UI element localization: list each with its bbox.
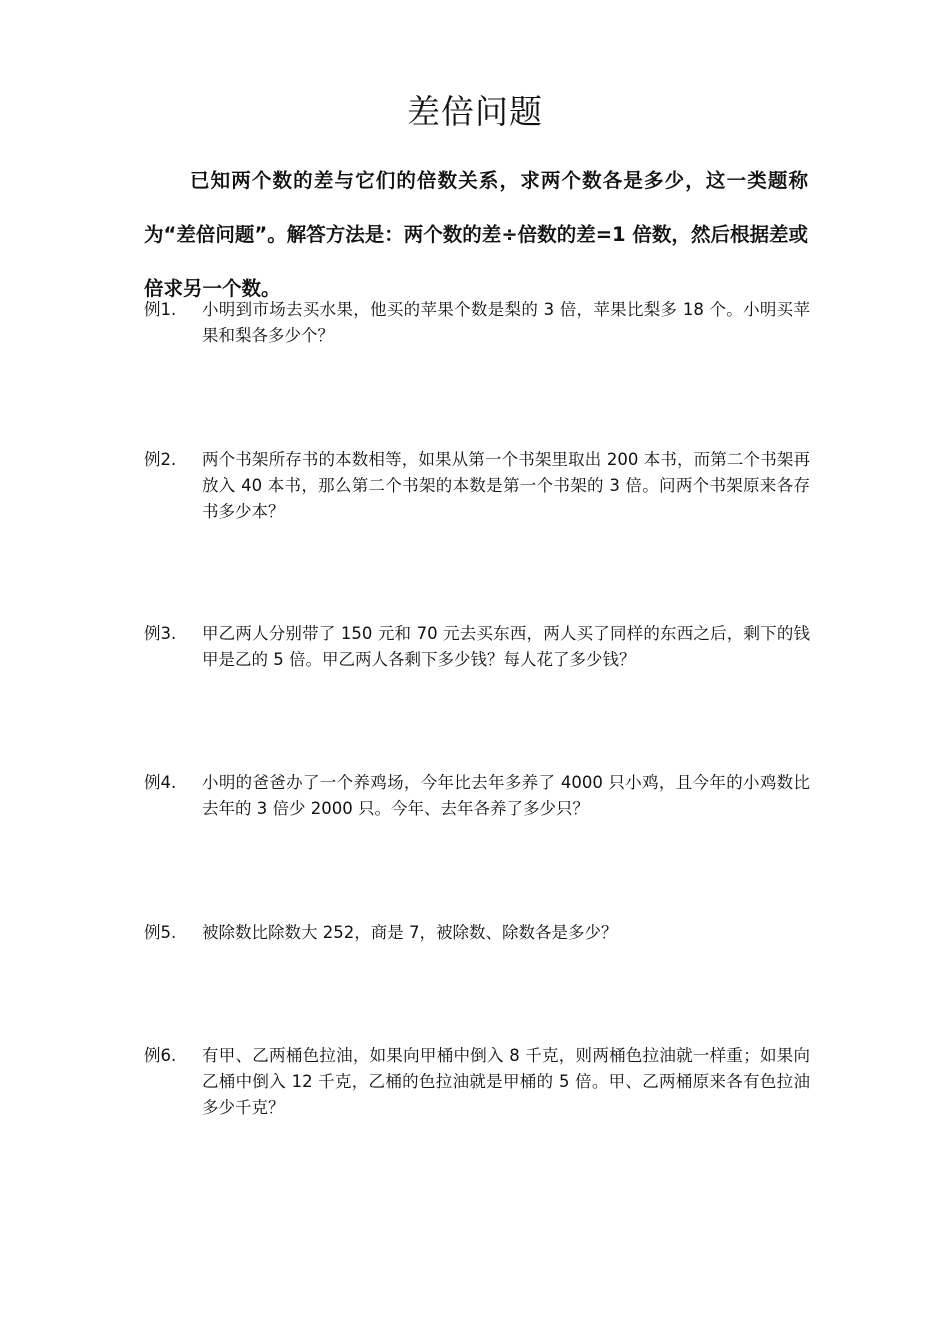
- example-label: 例3.: [144, 624, 177, 643]
- intro-paragraph: 已知两个数的差与它们的倍数关系，求两个数各是多少，这一类题称为“差倍问题”。解答方法是：两个数的差÷倍数的差=1 倍数，然后根据差或倍求另一个数。: [144, 169, 808, 300]
- example-item: [144, 297, 810, 349]
- example-label: 例1.: [144, 300, 177, 319]
- example-text: 两个书架所存书的本数相等，如果从第一个书架里取出 200 本书，而第二个书架再放入 40 本书，那么第二个书架的本数是第一个书架的 3 倍。问两个书架原来各存书多少本？: [202, 450, 810, 521]
- example-item: [144, 447, 810, 525]
- example-item: [144, 1043, 810, 1121]
- example-item: [144, 770, 810, 822]
- example-text: 被除数比除数大 252，商是 7，被除数、除数各是多少？: [202, 923, 618, 942]
- example-text: 甲乙两人分别带了 150 元和 70 元去买东西，两人买了同样的东西之后，剩下的钱甲是乙的 5 倍。甲乙两人各剩下多少钱？每人花了多少钱？: [202, 624, 810, 669]
- example-text: 有甲、乙两桶色拉油，如果向甲桶中倒入 8 千克，则两桶色拉油就一样重；如果向乙桶中倒入 12 千克，乙桶的色拉油就是甲桶的 5 倍。甲、乙两桶原来各有色拉油多少千克？: [202, 1046, 810, 1117]
- example-item: [144, 621, 810, 673]
- example-label: 例5.: [144, 923, 177, 942]
- example-item: [144, 920, 810, 946]
- example-text: 小明到市场去买水果，他买的苹果个数是梨的 3 倍，苹果比梨多 18 个。小明买苹果和梨各多少个？: [202, 300, 810, 345]
- example-label: 例2.: [144, 450, 177, 469]
- example-label: 例4.: [144, 773, 177, 792]
- page-title: 差倍问题: [407, 92, 543, 131]
- example-label: 例6.: [144, 1046, 177, 1065]
- example-text: 小明的爸爸办了一个养鸡场，今年比去年多养了 4000 只小鸡，且今年的小鸡数比去年的 3 倍少 2000 只。今年、去年各养了多少只？: [202, 773, 810, 818]
